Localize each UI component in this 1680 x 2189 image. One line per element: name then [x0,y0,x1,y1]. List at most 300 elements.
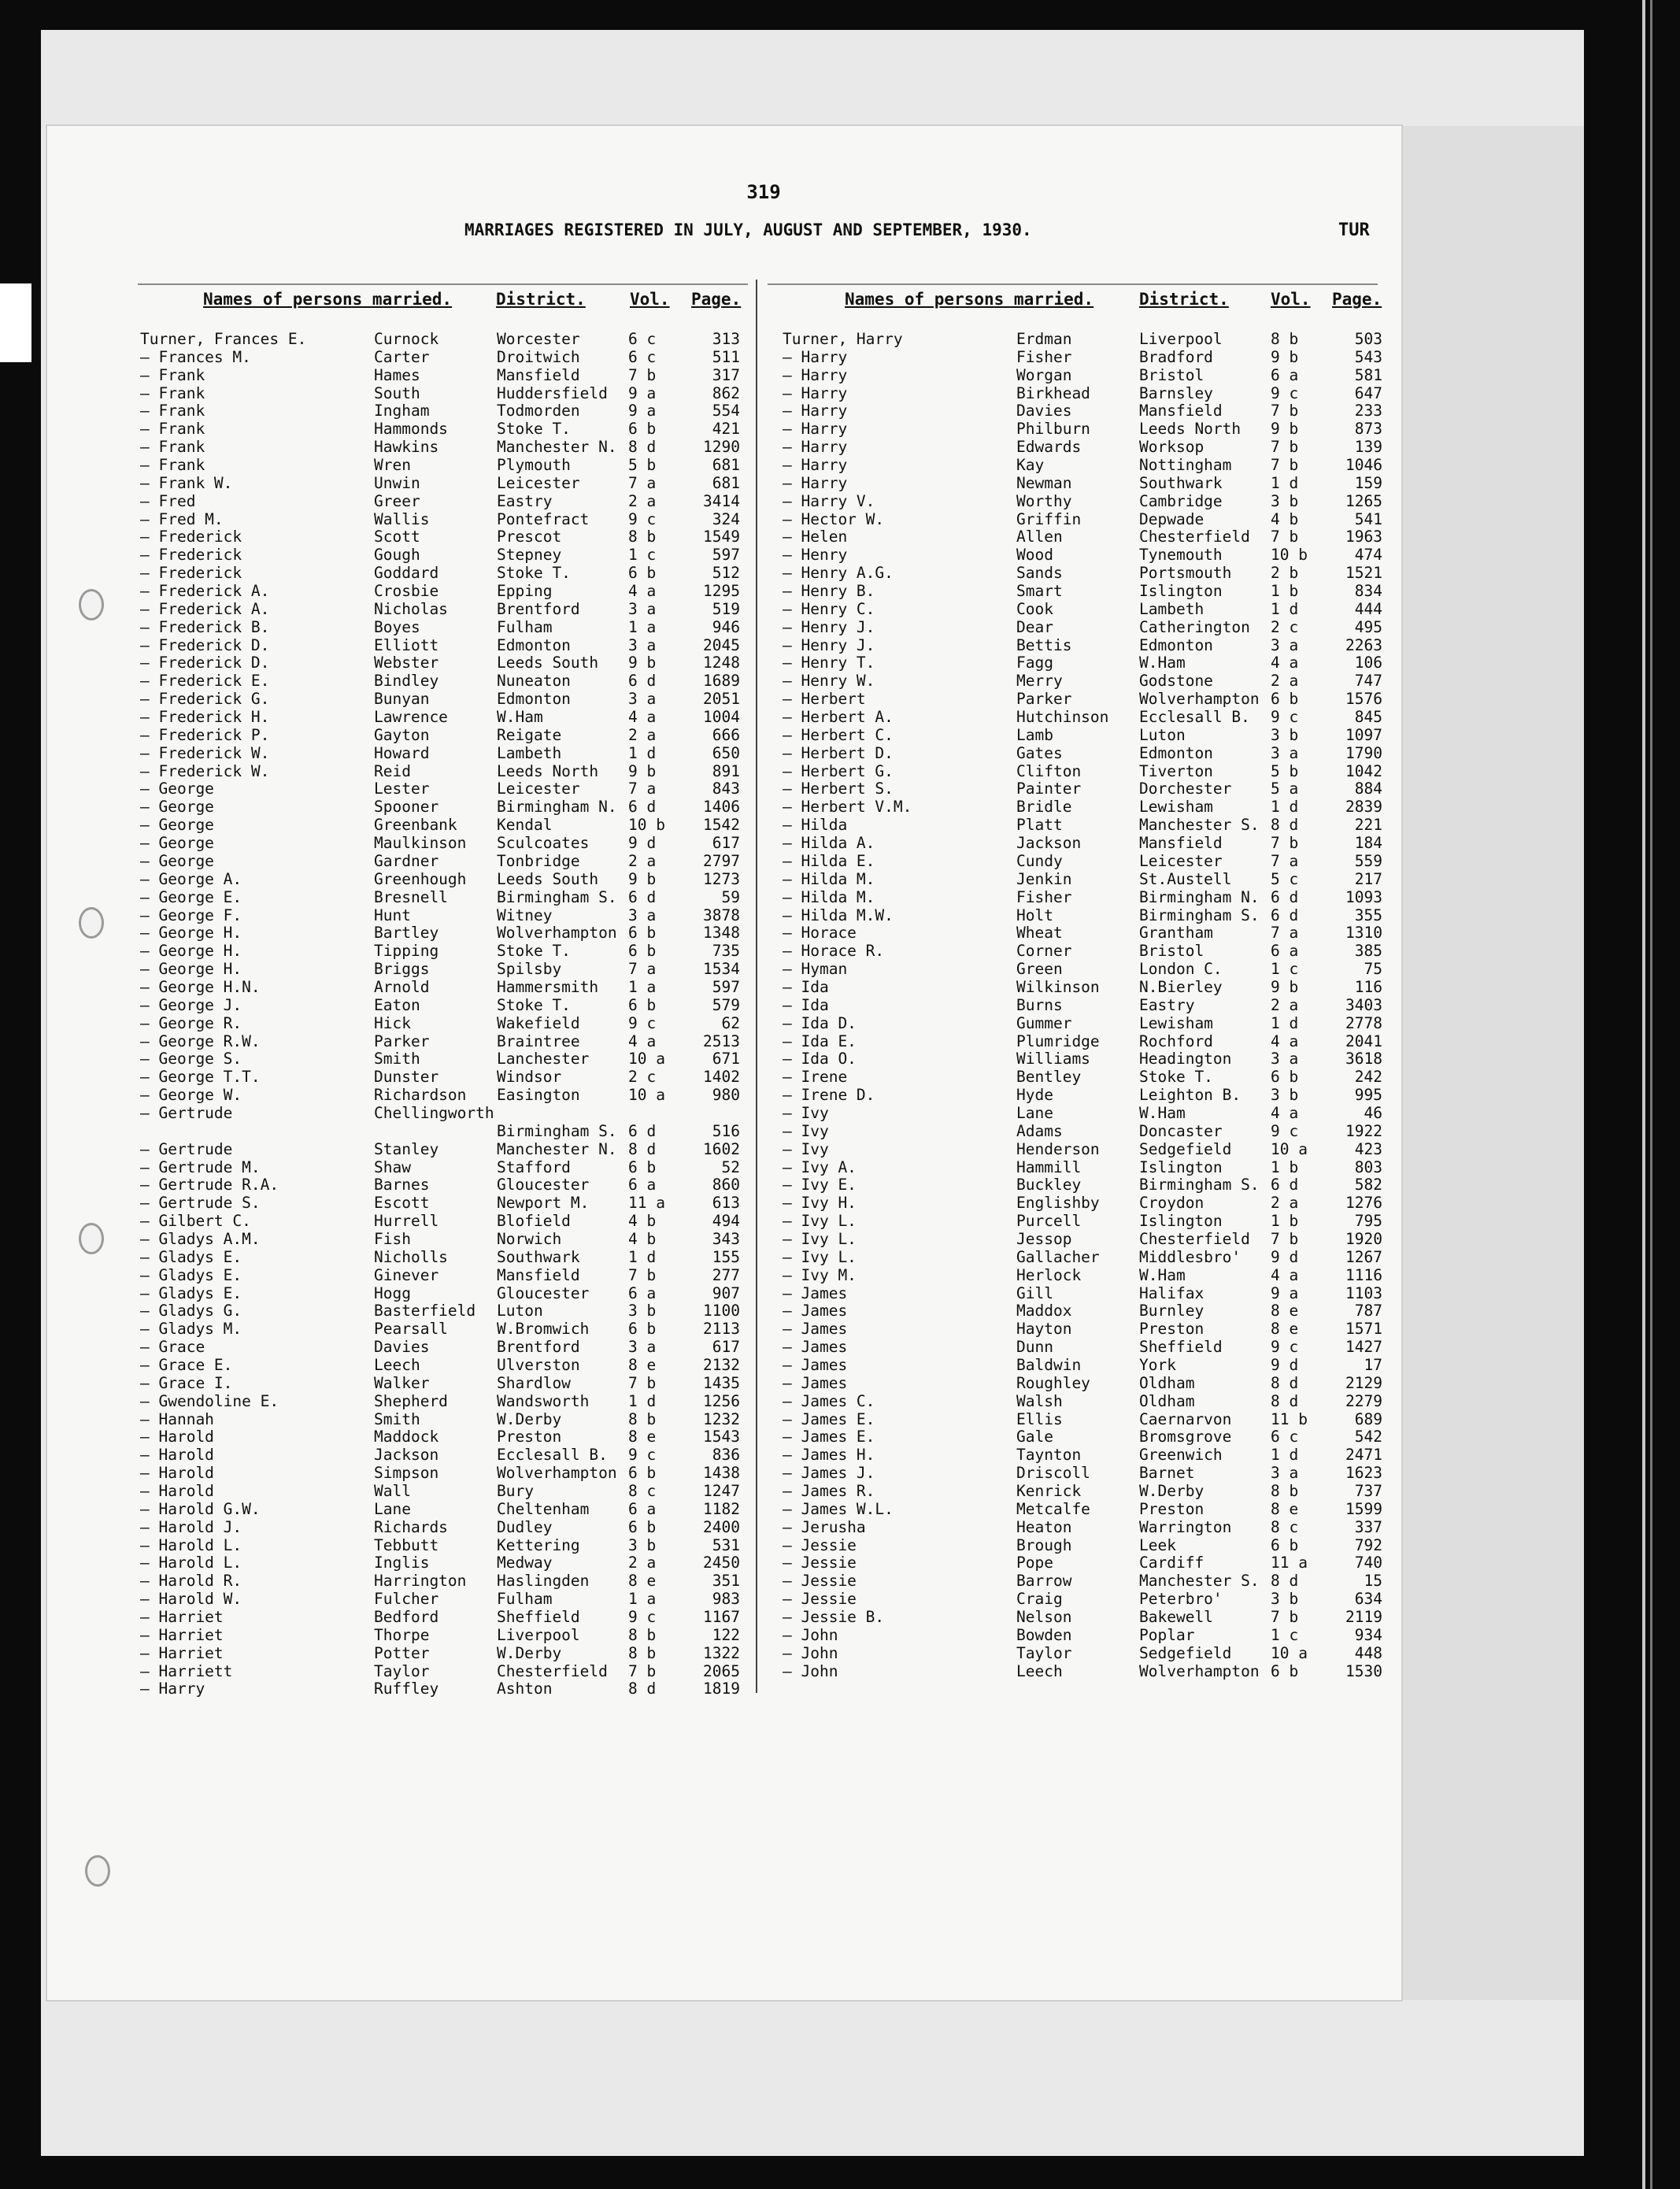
register-entry [140,1285,746,1303]
given-name: — James E. [783,1409,875,1428]
spouse-surname: Gale [1016,1428,1053,1446]
register-entry [140,1663,746,1681]
page-ref: 1530 [1345,1661,1382,1680]
given-name: — George [140,816,214,835]
register-entry [140,1483,746,1501]
district: Peterbro' [1139,1590,1223,1609]
register-entry [140,1393,746,1411]
district: Stepney [497,546,562,565]
district: Barnsley [1139,383,1213,402]
volume: 6 c [628,347,657,366]
register-entry [140,889,746,907]
register-entry [783,493,1389,511]
volume: 3 a [1271,635,1299,654]
volume: 7 b [628,1265,657,1284]
page-ref: 1790 [1345,743,1382,762]
volume: 8 b [628,528,657,546]
page-ref: 519 [712,599,740,618]
register-entry [140,727,746,745]
volume: 6 b [628,924,657,943]
given-name: — Ivy M. [783,1265,857,1284]
register-entry [783,979,1389,997]
register-entry [140,1176,746,1195]
volume: 4 a [628,582,657,601]
given-name: — Harold [140,1428,214,1446]
register-entry [783,691,1389,709]
volume: 9 c [1271,1338,1299,1357]
district: Oldham [1139,1391,1195,1410]
spouse-surname: Wheat [1016,924,1063,943]
volume: 6 b [628,1464,657,1483]
given-name: — Ivy A. [783,1157,857,1176]
register-entry [140,1050,746,1069]
register-entry [783,1285,1389,1303]
register-entry [783,1519,1389,1537]
page-ref: 1273 [703,869,740,888]
page-ref: 1963 [1345,528,1382,546]
district: Dorchester [1139,780,1232,798]
register-entry [783,420,1389,439]
district: Leeds North [497,761,599,780]
register-entry [783,546,1389,565]
given-name: — Henry W. [783,672,875,691]
given-name: — Jerusha [783,1517,866,1536]
spouse-surname: Kay [1016,456,1045,475]
spouse-surname: Roughley [1016,1373,1090,1392]
given-name: — Hilda M.W. [783,906,894,924]
volume: 5 b [628,456,657,475]
volume: 8 d [628,1680,657,1698]
page-ref: 666 [712,725,740,744]
page-ref: 3403 [1345,995,1382,1014]
spouse-surname: Cook [1016,599,1053,618]
spouse-surname: Walker [374,1373,430,1392]
district: Kendal [497,816,553,835]
volume: 8 e [1271,1302,1299,1320]
register-entry [140,1572,746,1591]
given-name: — James [783,1355,848,1374]
register-entry [140,439,746,457]
volume: 6 b [628,942,657,961]
given-name: — Gladys E. [140,1247,242,1266]
register-entry [783,1231,1389,1249]
given-name: — Harold [140,1482,214,1500]
spouse-surname: Clifton [1016,761,1082,780]
page-ref: 2263 [1345,635,1382,654]
page-ref: 217 [1354,869,1382,888]
register-entry [783,1446,1389,1465]
given-name: — George H. [140,924,242,943]
page-ref: 474 [1354,546,1382,565]
given-name: — Ivy E. [783,1176,857,1195]
district: W.Bromwich [497,1320,590,1339]
spouse-surname: Driscoll [1016,1464,1090,1483]
spouse-surname: Bowden [1016,1625,1072,1644]
given-name: — James E. [783,1428,875,1446]
volume: 7 b [1271,402,1299,420]
district: Gloucester [497,1283,590,1302]
register-entry [140,1123,746,1141]
spouse-surname: Hyde [1016,1086,1053,1105]
register-entry [783,1087,1389,1105]
spouse-surname: Henderson [1016,1139,1100,1158]
given-name: — Harry [783,420,848,439]
volume: 6 b [1271,1068,1299,1087]
register-entry [783,672,1389,691]
spouse-surname: Crosbie [374,582,439,601]
header-rule [138,283,748,285]
volume: 8 c [1271,1517,1299,1536]
spouse-surname: Gayton [374,725,430,744]
spouse-surname: Jenkin [1016,869,1072,888]
district: Birmingham S. [1139,906,1260,924]
register-entry [783,511,1389,529]
page-ref: 671 [712,1050,740,1069]
spouse-surname: Curnock [374,330,439,348]
district: Edmonton [1139,743,1213,762]
page-ref: 2113 [703,1320,740,1339]
spouse-surname: Ginever [374,1265,439,1284]
given-name: — Frank [140,365,205,384]
given-name: — Ida D. [783,1013,857,1032]
spouse-surname: Stanley [374,1139,439,1158]
volume: 1 b [1271,1212,1299,1231]
given-name: — Herbert G. [783,761,894,780]
spouse-surname: Painter [1016,780,1082,798]
given-name: — Harold [140,1446,214,1465]
spouse-surname: Williams [1016,1050,1090,1069]
given-name: — Grace I. [140,1373,233,1392]
district: Blofield [497,1212,571,1231]
page-ref: 355 [1354,906,1382,924]
page-ref: 1602 [703,1139,740,1158]
spouse-surname: Dear [1016,617,1053,636]
volume: 11 b [1271,1409,1308,1428]
spouse-surname: Bridle [1016,798,1072,817]
given-name: — Herbert [783,690,866,709]
district: Dudley [497,1517,553,1536]
register-entry [783,439,1389,457]
spouse-surname: Platt [1016,816,1063,835]
given-name: — Herbert D. [783,743,894,762]
page-ref: 1322 [703,1643,740,1662]
volume: 6 a [628,1176,657,1195]
district: Leighton B. [1139,1086,1241,1105]
spouse-surname: Bindley [374,672,439,691]
volume: 10 b [1271,546,1308,565]
page-ref: 1247 [703,1482,740,1500]
register-entry [140,1213,746,1231]
district: Warrington [1139,1517,1232,1536]
given-name: — Frederick [140,564,242,583]
volume: 9 a [1271,1283,1299,1302]
spouse-surname: Hammonds [374,420,448,439]
register-entry [783,907,1389,925]
volume: 1 a [628,977,657,996]
district: Depwade [1139,509,1204,528]
register-entry [783,709,1389,727]
spouse-surname: Worthy [1016,491,1072,510]
district: Manchester S. [1139,816,1260,835]
volume: 2 c [628,1068,657,1087]
page-ref: 747 [1354,672,1382,691]
volume: 6 b [1271,690,1299,709]
register-entry [783,763,1389,781]
volume: 1 d [1271,1013,1299,1032]
header-vol: Vol. [1271,290,1311,309]
page-ref: 1182 [703,1499,740,1518]
page-ref: 1402 [703,1068,740,1087]
register-entry [783,1302,1389,1320]
page-ref: 1623 [1345,1464,1382,1483]
spouse-surname: Hick [374,1013,411,1032]
register-entry [140,1465,746,1483]
given-name: — Frederick A. [140,582,270,601]
given-name: — George W. [140,1086,242,1105]
spouse-surname: Corner [1016,942,1072,961]
given-name: — Ivy L. [783,1247,857,1266]
given-name: — Frederick H. [140,708,270,727]
given-name: — Harold J. [140,1517,242,1536]
volume: 8 d [628,1139,657,1158]
district: Stoke T. [497,942,571,961]
spouse-surname: Smart [1016,582,1063,601]
given-name: — Gladys E. [140,1265,242,1284]
spouse-surname: Basterfield [374,1302,476,1320]
given-name: — Jessie [783,1554,857,1572]
volume: 3 a [628,1338,657,1357]
spouse-surname: Parker [374,1032,430,1050]
spouse-surname: Gallacher [1016,1247,1100,1266]
district: Islington [1139,582,1223,601]
given-name: — Irene D. [783,1086,875,1105]
given-name: — Harold R. [140,1572,242,1591]
register-entry [140,385,746,403]
spouse-surname: Cundy [1016,851,1063,870]
district: Wakefield [497,1013,580,1032]
register-entry [140,1339,746,1357]
register-entry [783,402,1389,420]
given-name: — Helen [783,528,848,546]
spouse-surname: Lester [374,780,430,798]
volume: 3 a [1271,1050,1299,1069]
spouse-surname: Gough [374,546,420,565]
scan-edge-dark [1650,0,1652,2189]
spouse-surname: Barnes [374,1176,430,1195]
page-ref: 1004 [703,708,740,727]
volume: 11 a [1271,1554,1308,1572]
volume: 6 d [1271,906,1299,924]
spouse-surname: Howard [374,743,430,762]
given-name: — Henry J. [783,617,875,636]
volume: 5 b [1271,761,1299,780]
district: W.Ham [1139,1265,1186,1284]
spouse-surname: Maddox [1016,1302,1072,1320]
spouse-surname: Potter [374,1643,430,1662]
register-entry [783,943,1389,961]
spouse-surname: Allen [1016,528,1063,546]
district: Pontefract [497,509,590,528]
given-name: — George H.N. [140,977,261,996]
given-name: — George H. [140,942,242,961]
volume: 1 a [628,617,657,636]
district: Caernarvon [1139,1409,1232,1428]
district: Barnet [1139,1464,1195,1483]
given-name: — Horace [783,924,857,943]
spouse-surname: Parker [1016,690,1072,709]
register-entry [783,1663,1389,1681]
page-ref: 1543 [703,1428,740,1446]
page-ref: 385 [1354,942,1382,961]
district: Brentford [497,599,580,618]
spouse-surname: Newman [1016,473,1072,492]
district: Fulham [497,617,553,636]
volume: 9 c [1271,1121,1299,1140]
district: Manchester S. [1139,1572,1260,1591]
page-ref: 681 [712,473,740,492]
register-entry [783,1176,1389,1195]
spouse-surname: Wall [374,1482,411,1500]
spouse-surname: Harrington [374,1572,467,1591]
register-entry [140,1428,746,1446]
page-ref: 139 [1354,438,1382,457]
given-name: — Grace E. [140,1355,233,1374]
spouse-surname: Hawkins [374,438,439,457]
district: Birmingham S. [497,1121,617,1140]
district: York [1139,1355,1176,1374]
volume: 1 d [628,1391,657,1410]
district: Southwark [1139,473,1223,492]
district: Birmingham N. [1139,887,1260,906]
volume: 4 b [628,1212,657,1231]
district: Leeds South [497,869,599,888]
district: Huddersfield [497,383,608,402]
district: Sheffield [497,1608,580,1627]
register-entry [140,1357,746,1375]
page-ref: 554 [712,402,740,420]
page-ref: 581 [1354,365,1382,384]
right-entries [783,331,1389,1680]
register-entry [140,367,746,385]
register-entry [783,654,1389,672]
volume: 6 b [1271,1661,1299,1680]
spouse-surname: Pearsall [374,1320,448,1339]
district: Wolverhampton [497,1464,617,1483]
district: Cambridge [1139,491,1223,510]
district: Droitwich [497,347,580,366]
register-entry [783,1393,1389,1411]
page-ref: 2279 [1345,1391,1382,1410]
district: Lambeth [497,743,562,762]
volume: 7 b [1271,1608,1299,1627]
spouse-surname: Ellis [1016,1409,1063,1428]
register-entry [783,367,1389,385]
spouse-surname: Pope [1016,1554,1053,1572]
register-entry [783,565,1389,583]
volume: 7 b [1271,528,1299,546]
register-entry [783,871,1389,889]
volume: 1 c [1271,960,1299,979]
page-ref: 650 [712,743,740,762]
spouse-surname: Eaton [374,995,420,1014]
register-entry [783,1069,1389,1087]
page-ref: 2513 [703,1032,740,1050]
district: Windsor [497,1068,562,1087]
district: Mansfield [1139,834,1223,853]
register-entry [140,1609,746,1627]
register-entry [783,1033,1389,1051]
spouse-surname: Tebbutt [374,1535,439,1554]
spouse-surname: Hammill [1016,1157,1082,1176]
spouse-surname: Scott [374,528,420,546]
spouse-surname: Edwards [1016,438,1082,457]
page-ref: 1103 [1345,1283,1382,1302]
spouse-surname: Carter [374,347,430,366]
given-name: — Harold L. [140,1554,242,1572]
page-ref: 494 [712,1212,740,1231]
district: Catherington [1139,617,1250,636]
spouse-surname: Ruffley [374,1680,439,1698]
volume: 9 d [628,834,657,853]
district: Headington [1139,1050,1232,1069]
register-entry [140,1249,746,1267]
page-ref: 221 [1354,816,1382,835]
given-name: — Harold W. [140,1590,242,1609]
volume: 3 b [1271,1590,1299,1609]
volume: 4 a [1271,654,1299,672]
given-name: — George R. [140,1013,242,1032]
volume: 6 d [628,887,657,906]
punch-hole [79,589,104,620]
spouse-surname: Richardson [374,1086,467,1105]
register-entry [140,691,746,709]
district: Preston [1139,1320,1204,1339]
page-ref: 2132 [703,1355,740,1374]
district: Edmonton [497,635,571,654]
given-name: — Harriet [140,1643,224,1662]
page-ref: 983 [712,1590,740,1609]
volume: 9 d [1271,1247,1299,1266]
given-name: — Henry A.G. [783,564,894,583]
page-ref: 1819 [703,1680,740,1698]
page-ref: 343 [712,1229,740,1248]
spouse-surname: Fulcher [374,1590,439,1609]
given-name: — Jessie B. [783,1608,885,1627]
district: Lewisham [1139,1013,1213,1032]
district: Haslingden [497,1572,590,1591]
register-entry [783,1537,1389,1555]
spouse-surname: Taylor [1016,1643,1072,1662]
volume: 9 b [628,761,657,780]
page-ref: 634 [1354,1590,1382,1609]
page-ref: 337 [1354,1517,1382,1536]
district: Edmonton [1139,635,1213,654]
page-ref: 1427 [1345,1338,1382,1357]
volume: 8 e [1271,1320,1299,1339]
volume: 5 c [1271,869,1299,888]
spouse-surname: Barrow [1016,1572,1072,1591]
given-name: — Harry [783,438,848,457]
spouse-surname: Worgan [1016,365,1072,384]
volume: 6 b [628,1320,657,1339]
volume: 8 b [628,1643,657,1662]
given-name: — Frank [140,402,205,420]
district: Brentford [497,1338,580,1357]
district: Rochford [1139,1032,1213,1050]
scan-margin [1401,126,1584,2000]
volume: 9 c [1271,383,1299,402]
page-ref: 106 [1354,654,1382,672]
